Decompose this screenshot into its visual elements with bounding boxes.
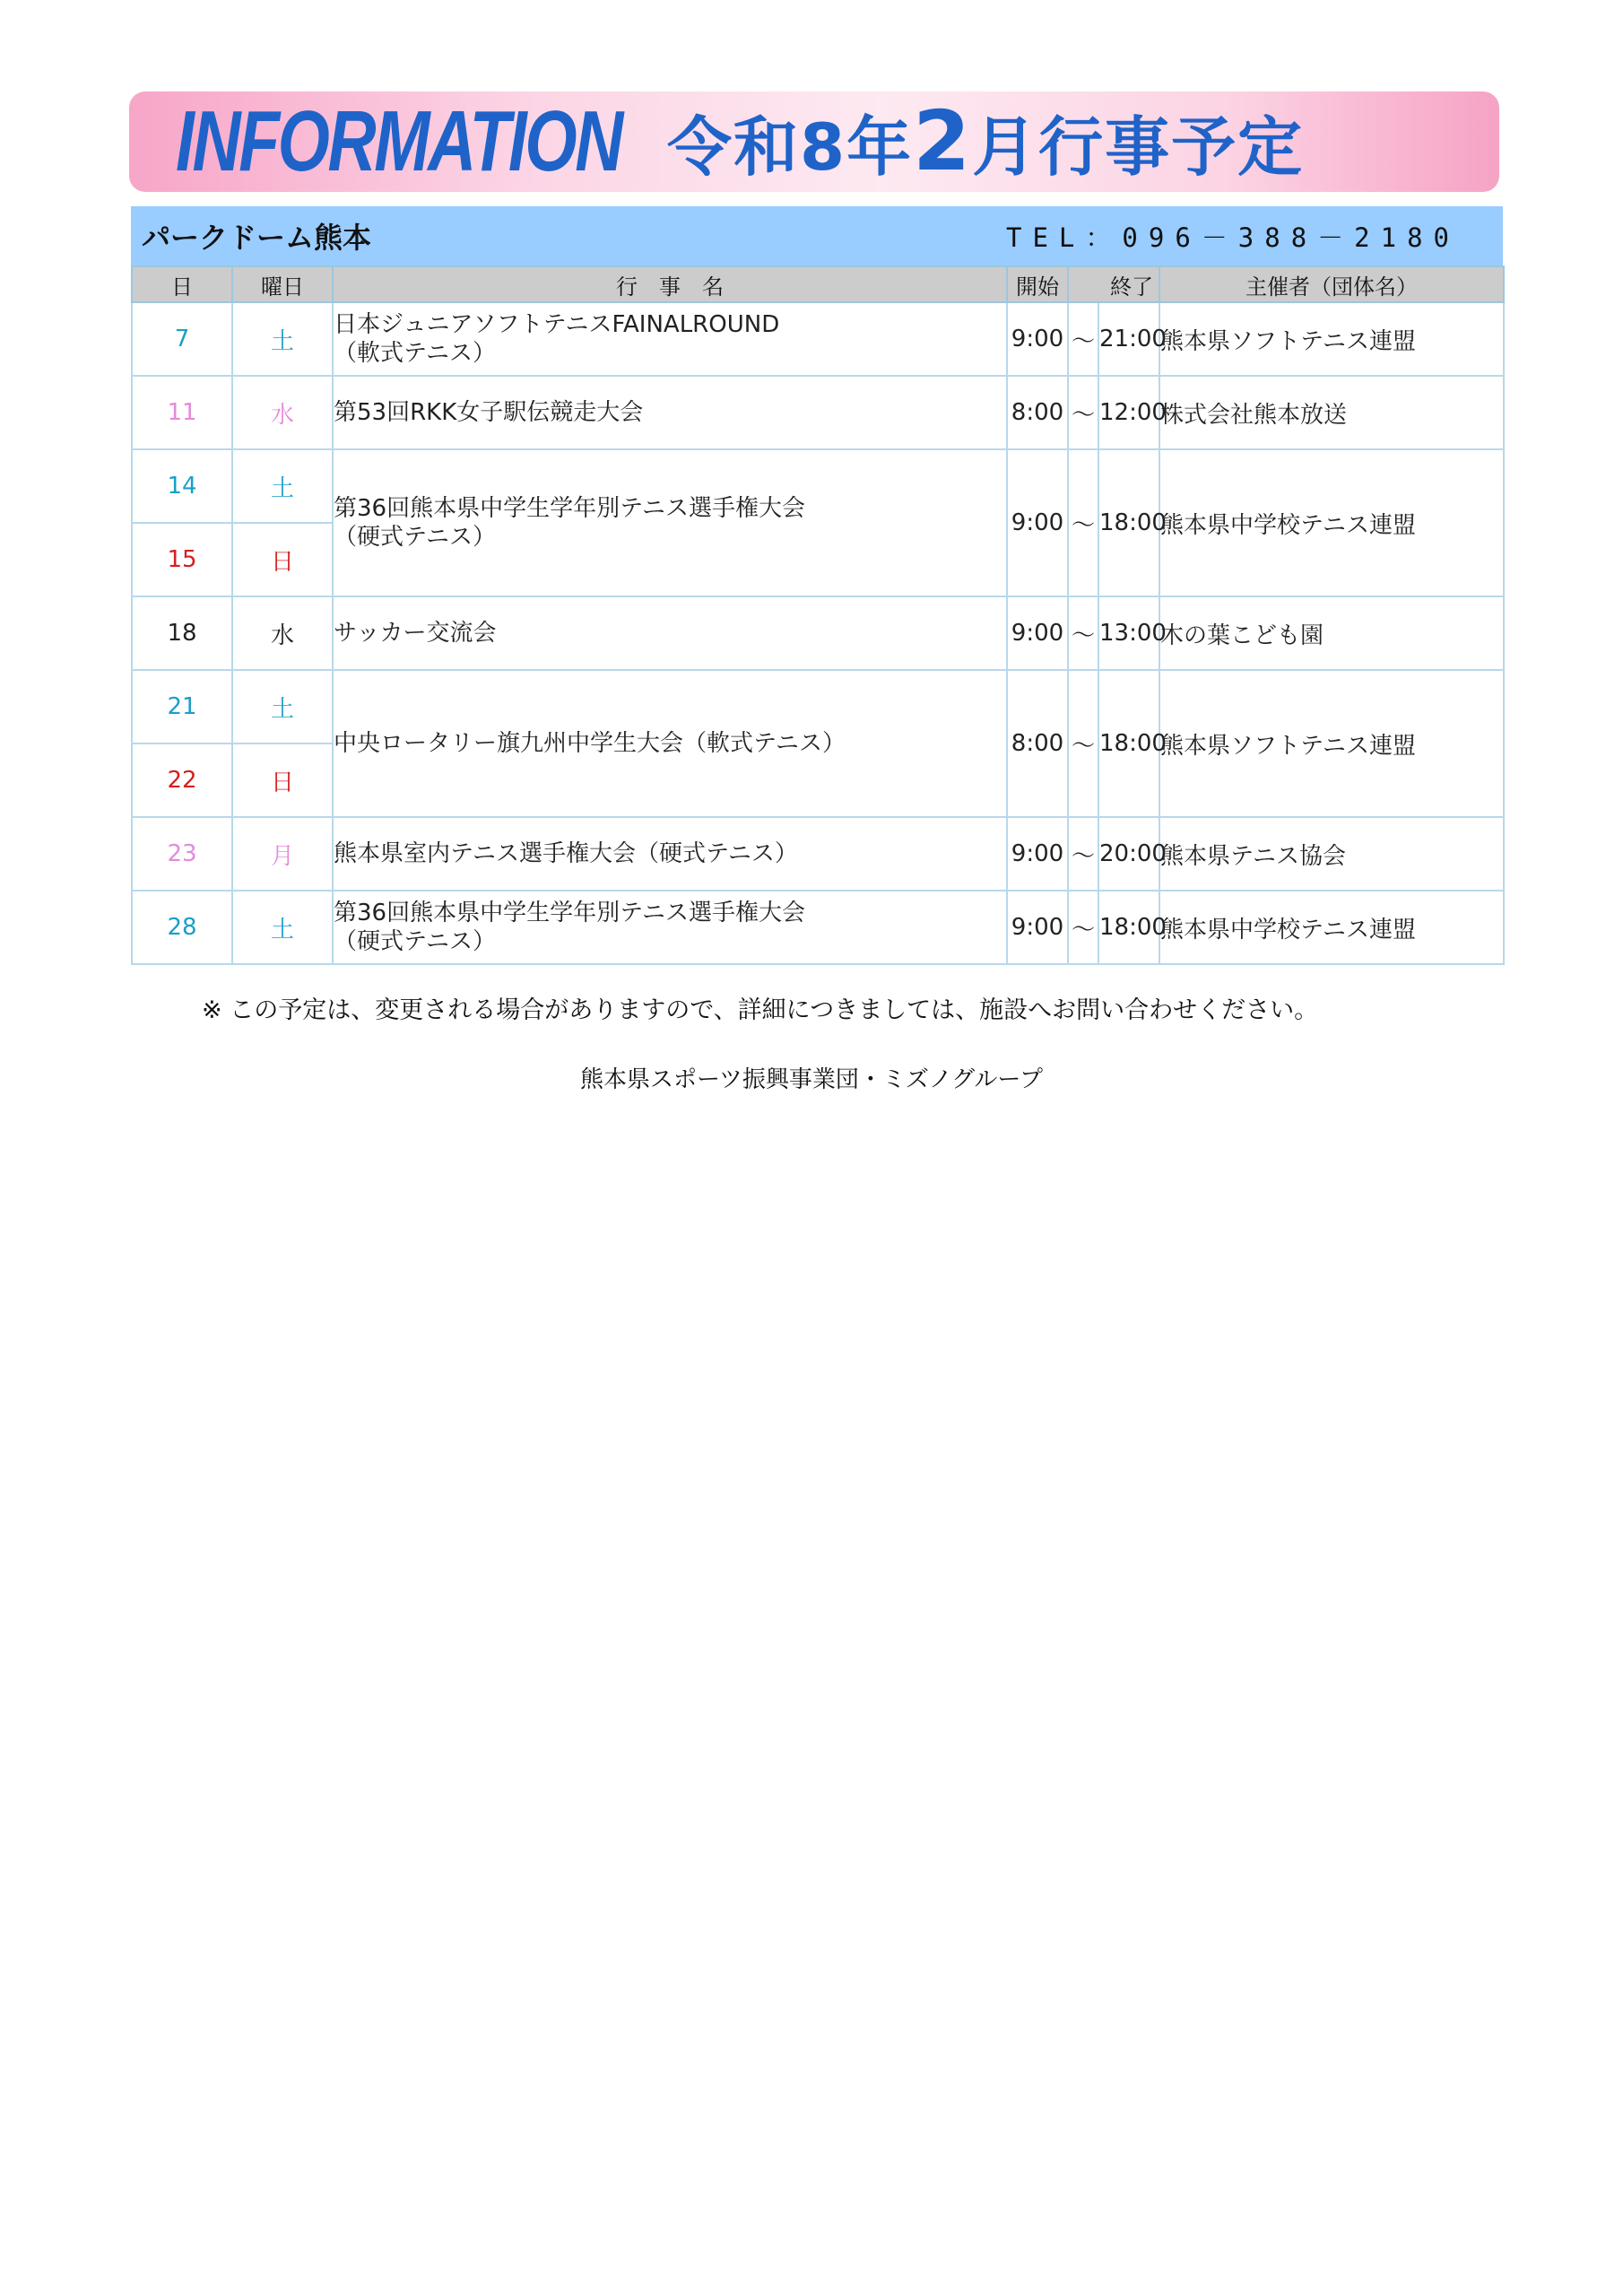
event-subtitle: （硬式テニス） [334,928,496,955]
banner [129,91,1499,192]
header-start: 開始 [1007,266,1068,302]
day-cell: 21 [132,670,232,744]
tilde: ～ [1068,302,1098,376]
day-cell: 15 [132,523,232,596]
table-row [132,891,1504,964]
end-time: 20:00 [1098,817,1159,891]
venue-tel: TEL：096－388－2180 [1006,222,1460,253]
tilde: ～ [1068,376,1098,449]
day-cell: 28 [132,891,232,964]
day-cell: 22 [132,744,232,817]
event-name: 第36回熊本県中学生学年別テニス選手権大会 [334,495,806,522]
table-row [132,670,1504,744]
organizer-cell: 熊本県中学校テニス連盟 [1159,891,1504,964]
organizer-cell: 熊本県ソフトテニス連盟 [1159,670,1504,817]
start-time: 9:00 [1007,891,1068,964]
event-cell [333,891,1007,964]
start-time: 9:00 [1007,302,1068,376]
table-row [132,449,1504,523]
disclaimer-note: ※ この予定は、変更される場合がありますので、詳細につきましては、施設へお問い合わせください。 [202,996,1319,1024]
start-time: 9:00 [1007,596,1068,670]
weekday-cell: 水 [232,376,333,449]
weekday-cell: 水 [232,596,333,670]
event-cell [333,817,1007,891]
schedule-table [131,265,1505,965]
event-cell [333,596,1007,670]
end-time: 12:00 [1098,376,1159,449]
organizer-cell: 熊本県中学校テニス連盟 [1159,449,1504,596]
weekday-cell: 土 [232,302,333,376]
table-row [132,302,1504,376]
end-time: 21:00 [1098,302,1159,376]
header-day: 日 [132,266,232,302]
event-name: 熊本県室内テニス選手権大会（硬式テニス） [334,840,798,867]
start-time: 8:00 [1007,376,1068,449]
event-cell [333,302,1007,376]
event-cell [333,670,1007,817]
tilde: ～ [1068,891,1098,964]
day-cell: 11 [132,376,232,449]
footer-organization: 熊本県スポーツ振興事業団・ミズノグループ [579,1066,1044,1093]
venue-bar [131,206,1503,265]
table-row [132,817,1504,891]
venue-name: パークドーム熊本 [142,221,372,255]
organizer-cell: 熊本県ソフトテニス連盟 [1159,302,1504,376]
tilde: ～ [1068,817,1098,891]
event-name: 第53回RKK女子駅伝競走大会 [334,399,644,426]
header-organizer: 主催者（団体名） [1159,266,1504,302]
tilde: ～ [1068,449,1098,596]
organizer-cell: 木の葉こども園 [1159,596,1504,670]
event-name: 日本ジュニアソフトテニスFAINALROUND [334,311,780,338]
banner-title-month: 2 [913,93,973,189]
start-time: 9:00 [1007,817,1068,891]
event-cell [333,449,1007,596]
table-header-row [132,266,1504,302]
weekday-cell: 土 [232,449,333,523]
event-name: 第36回熊本県中学生学年別テニス選手権大会 [334,900,806,926]
day-cell: 14 [132,449,232,523]
event-subtitle: （硬式テニス） [334,524,496,551]
weekday-cell: 土 [232,891,333,964]
header-end: 終了 [1068,266,1159,302]
tilde: ～ [1068,670,1098,817]
banner-information-word: INFORMATION [176,93,621,189]
event-cell [333,376,1007,449]
header-event: 行 事 名 [333,266,1007,302]
table-row [132,376,1504,449]
organizer-cell: 株式会社熊本放送 [1159,376,1504,449]
day-cell: 7 [132,302,232,376]
end-time: 13:00 [1098,596,1159,670]
organizer-cell: 熊本県テニス協会 [1159,817,1504,891]
weekday-cell: 月 [232,817,333,891]
table-row [132,596,1504,670]
end-time: 18:00 [1098,891,1159,964]
header-weekday: 曜日 [232,266,333,302]
event-name: サッカー交流会 [334,620,497,647]
banner-title-suffix: 月行事予定 [972,109,1305,185]
end-time: 18:00 [1098,670,1159,817]
weekday-cell: 土 [232,670,333,744]
weekday-cell: 日 [232,744,333,817]
end-time: 18:00 [1098,449,1159,596]
start-time: 9:00 [1007,449,1068,596]
event-name: 中央ロータリー旗九州中学生大会（軟式テニス） [334,730,846,757]
day-cell: 18 [132,596,232,670]
weekday-cell: 日 [232,523,333,596]
tilde: ～ [1068,596,1098,670]
banner-title [667,93,1305,192]
banner-title-prefix: 令和8年 [667,109,914,185]
day-cell: 23 [132,817,232,891]
start-time: 8:00 [1007,670,1068,817]
event-subtitle: （軟式テニス） [334,340,496,367]
